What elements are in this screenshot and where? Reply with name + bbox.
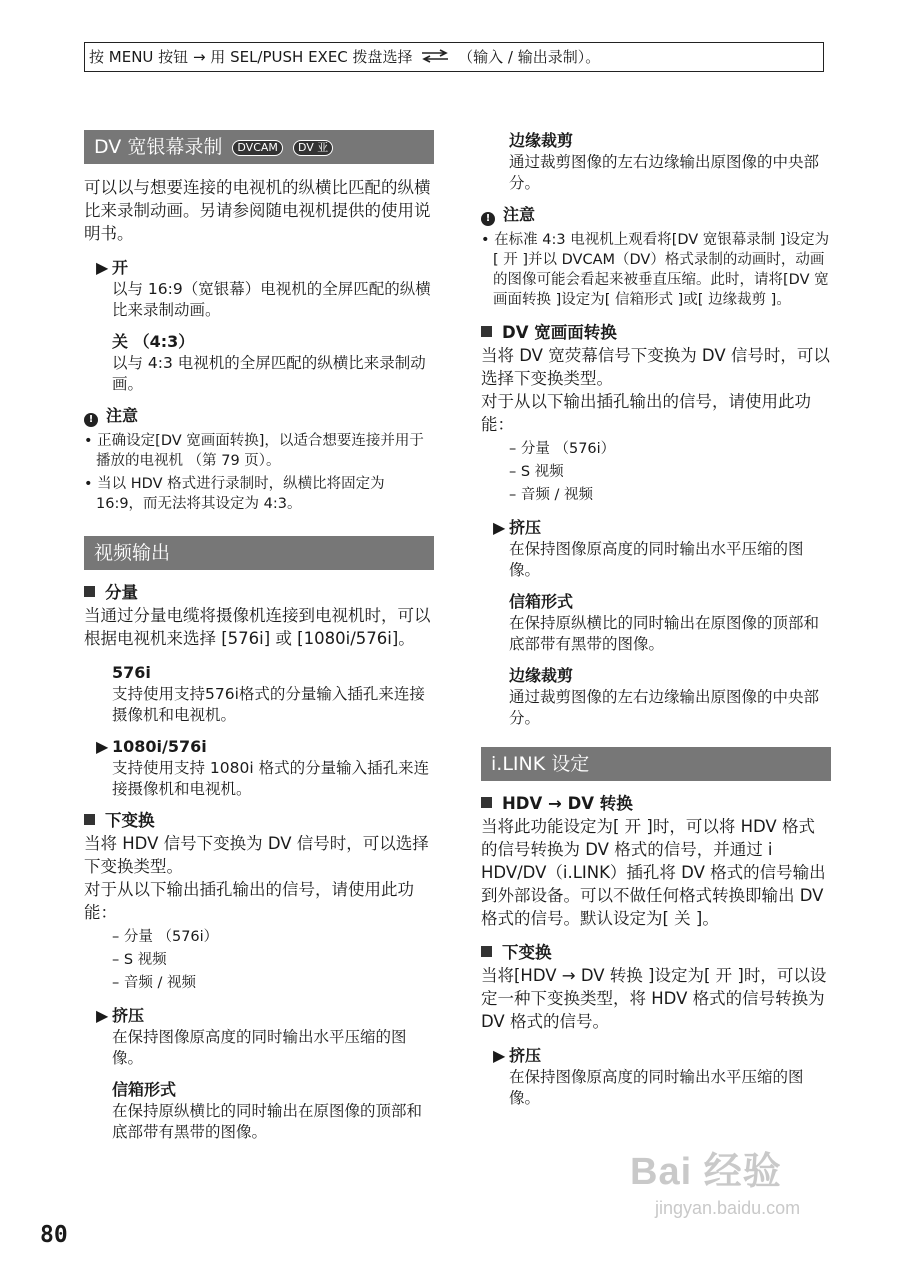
left-column (84, 130, 434, 1153)
note-heading (84, 405, 434, 427)
option-edge-crop-continued (493, 130, 831, 194)
arrow-icon: → (192, 48, 206, 66)
square-bullet-icon (84, 586, 95, 597)
option-title: 边缘裁剪 (509, 666, 574, 685)
square-bullet-icon (481, 326, 492, 337)
subsection-label: HDV → DV 转换 (502, 794, 633, 813)
option-body: 在保持图像原高度的同时输出水平压缩的图像。 (509, 1068, 804, 1107)
section-header-video-output (84, 536, 434, 570)
option-squeeze (493, 1045, 831, 1109)
instruction-middle: 用 SEL/PUSH EXEC 拨盘选择 (210, 48, 413, 66)
option-body: 以与 4:3 电视机的全屏匹配的纵横比来录制动画。 (112, 354, 426, 393)
section-intro: 可以以与想要连接的电视机的纵横比匹配的纵横比来录制动画。另请参阅随电视机提供的使用说明书。 (84, 178, 431, 243)
subsection-title (481, 793, 831, 815)
subsection-label: 下变换 (105, 811, 155, 830)
default-marker-icon: ▶ (96, 737, 109, 756)
list-item: – 分量 （576i） (112, 929, 219, 945)
option-body: 通过裁剪图像的左右边缘输出原图像的中央部分。 (509, 688, 820, 727)
note-item: • 当以 HDV 格式进行录制时，纵横比将固定为 16:9，而无法将其设定为 4:3。 (84, 476, 385, 512)
subsection-body: 对于从以下输出插孔输出的信号，请使用此功能： (84, 880, 414, 922)
option-squeeze (493, 517, 831, 581)
subsection-title (84, 810, 434, 832)
subsection-body: 当将[HDV → DV 转换 ]设定为[ 开 ]时，可以设定一种下变换类型，将 HDV 格式的信号转换为 DV 格式的信号。 (481, 966, 827, 1031)
option-title: 信箱形式 (112, 1080, 177, 1099)
option-body: 在保持图像原高度的同时输出水平压缩的图像。 (112, 1028, 407, 1067)
option-body: 支持使用支持576i格式的分量输入插孔来连接摄像机和电视机。 (112, 685, 425, 724)
option-title: 开 (112, 258, 129, 277)
option-title: 挤压 (509, 1046, 542, 1065)
note-heading (481, 204, 831, 226)
option-title: 边缘裁剪 (509, 131, 574, 150)
caution-icon: ! (84, 413, 98, 427)
option-title: 576i (112, 663, 151, 682)
list-item: – S 视频 (509, 464, 564, 480)
note-item: • 在标准 4:3 电视机上观看将[DV 宽银幕录制 ]设定为[ 开 ]并以 DVCAM（DV）格式录制的动画时，动画的图像可能会看起来被垂直压缩。此时，请将[DV 宽画面转换 ]设定为[ 信箱形式 ]或[ 边缘裁剪 ]。 (481, 232, 830, 308)
option-squeeze (96, 1005, 434, 1069)
option-body: 在保持原纵横比的同时输出在原图像的顶部和底部带有黑带的图像。 (509, 614, 820, 653)
list-item: – S 视频 (112, 952, 167, 968)
option-title: 挤压 (509, 518, 542, 537)
default-marker-icon: ▶ (96, 258, 109, 277)
subsection-label: 下变换 (502, 943, 552, 962)
option-title: 挤压 (112, 1006, 145, 1025)
square-bullet-icon (481, 797, 492, 808)
option-body: 以与 16:9（宽银幕）电视机的全屏匹配的纵横比来录制动画。 (112, 280, 431, 319)
baidu-watermark-url: jingyan.baidu.com (655, 1198, 801, 1218)
option-edge-crop (493, 665, 831, 729)
option-letterbox (493, 591, 831, 655)
option-title: 信箱形式 (509, 592, 574, 611)
right-column (481, 130, 831, 1119)
instruction-bar (84, 42, 824, 72)
option-on (96, 257, 434, 321)
input-output-swap-icon (420, 44, 450, 72)
default-marker-icon: ▶ (493, 518, 506, 537)
square-bullet-icon (481, 946, 492, 957)
subsection-title (481, 322, 831, 344)
subsection-body: 当将此功能设定为[ 开 ]时，可以将 HDV 格式的信号转换为 DV 格式的信号，并通过 i HDV/DV（i.LINK）插孔将 DV 格式的信号输出到外部设备。可以不做任何格式转换即输出 DV 格式的信号。默认设定为[ 关 ]。 (481, 817, 826, 928)
option-body: 支持使用支持 1080i 格式的分量输入插孔来连接摄像机和电视机。 (112, 759, 430, 798)
square-bullet-icon (84, 814, 95, 825)
section-title: i.LINK 设定 (491, 753, 590, 775)
option-body: 在保持图像原高度的同时输出水平压缩的图像。 (509, 540, 804, 579)
caution-icon: ! (481, 212, 495, 226)
option-1080i (96, 736, 434, 800)
subsection-title (84, 582, 434, 604)
option-body: 通过裁剪图像的左右边缘输出原图像的中央部分。 (509, 153, 820, 192)
note-title: 注意 (503, 205, 536, 224)
list-item: – 音频 / 视频 (112, 975, 196, 991)
subsection-label: 分量 (105, 583, 138, 602)
note-title: 注意 (106, 406, 139, 425)
page-number: 80 (40, 1222, 68, 1248)
list-item: – 音频 / 视频 (509, 487, 593, 503)
option-body: 在保持原纵横比的同时输出在原图像的顶部和底部带有黑带的图像。 (112, 1102, 423, 1141)
subsection-body: 当将 DV 宽荧幕信号下变换为 DV 信号时，可以选择下变换类型。 (481, 346, 830, 388)
subsection-body: 对于从以下输出插孔输出的信号，请使用此功能： (481, 392, 811, 434)
option-letterbox (96, 1079, 434, 1143)
option-off (96, 331, 434, 395)
subsection-body: 当通过分量电缆将摄像机连接到电视机时，可以根据电视机来选择 [576i] 或 [1080i/576i]。 (84, 606, 431, 648)
baidu-watermark: Bai 经验 (630, 1151, 782, 1193)
note-item: • 正确设定[DV 宽画面转换]，以适合想要连接并用于播放的电视机 （第 79 页）。 (84, 433, 424, 469)
section-title: 视频输出 (94, 542, 171, 564)
section-header-ilink (481, 747, 831, 781)
option-title: 关 （4:3） (112, 332, 195, 351)
instruction-before: 按 MENU 按钮 (89, 48, 189, 66)
section-header-dv-widescreen (84, 130, 434, 164)
default-marker-icon: ▶ (96, 1006, 109, 1025)
option-576i (96, 662, 434, 726)
instruction-after: （输入 / 输出录制）。 (458, 48, 601, 66)
list-item: – 分量 （576i） (509, 441, 616, 457)
dv-badge: DV 亚 (293, 140, 333, 156)
subsection-body: 当将 HDV 信号下变换为 DV 信号时，可以选择下变换类型。 (84, 834, 429, 876)
section-title: DV 宽银幕录制 (94, 136, 223, 158)
option-title: 1080i/576i (112, 737, 207, 756)
dvcam-badge: DVCAM (232, 140, 283, 156)
subsection-label: DV 宽画面转换 (502, 323, 617, 342)
default-marker-icon: ▶ (493, 1046, 506, 1065)
subsection-title (481, 942, 831, 964)
